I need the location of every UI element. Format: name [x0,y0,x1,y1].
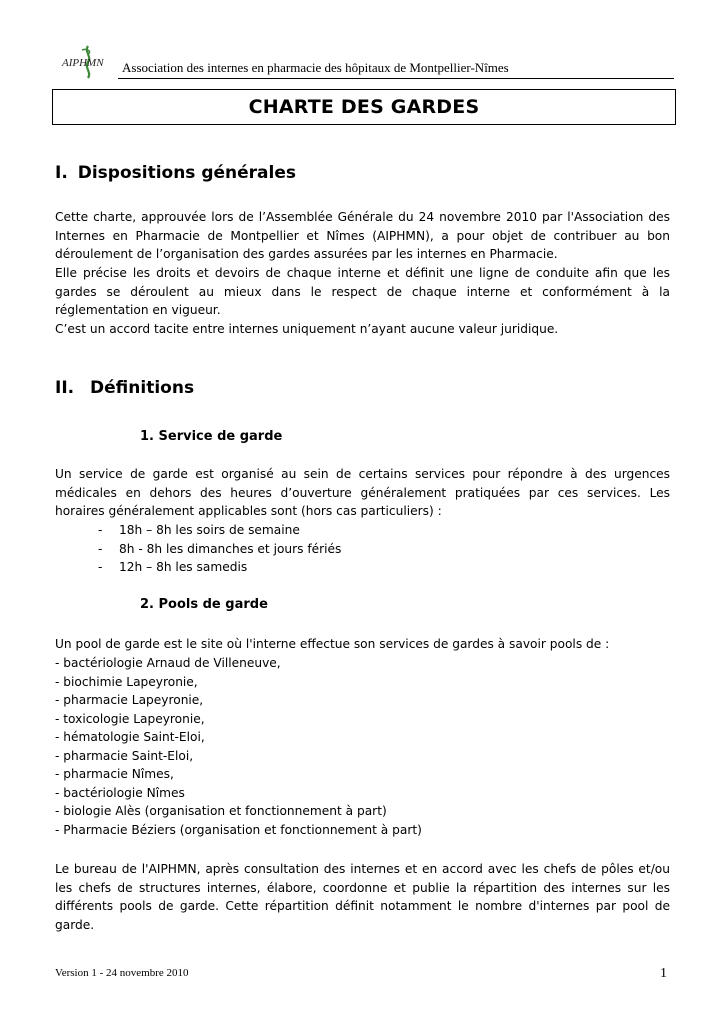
list-item: - hématologie Saint-Eloi, [55,730,205,744]
schedule-list [98,521,341,577]
section-1-title: Dispositions générales [77,163,297,183]
section-2-heading [55,378,194,398]
pools-list [55,654,422,839]
list-item: - pharmacie Saint-Eloi, [55,748,194,763]
document-title-box [52,89,676,125]
document-title: CHARTE DES GARDES [248,96,480,118]
list-item: - bactériologie Arnaud de Villeneuve, [55,656,281,670]
association-name: Association des internes en pharmacie des hôpitaux de Montpellier-Nîmes [122,60,509,75]
pools-intro: Un pool de garde est le site où l'interne effectue son services de gardes à savoir pools de : [55,637,610,651]
svg-text:AIPHMN: AIPHMN [62,57,104,69]
section-2-title: Définitions [90,378,195,398]
subsection-service-de-garde-heading: 1. Service de garde [140,429,283,444]
list-item: - toxicologie Lapeyronie, [55,711,205,726]
list-item: - 18h – 8h les soirs de semaine [98,523,300,537]
header-divider [118,78,674,79]
section-2-number: II. [55,378,75,398]
section-1-number: I. [55,163,68,183]
list-item: - pharmacie Nîmes, [55,767,174,781]
section-1-paragraph-1: Cette charte, approuvée lors de l’Assemblée Générale du 24 novembre 2010 par l'Association des Internes en Pharmacie de Montpellier et Nîmes (AIPHMN), a pour objet de contribuer au bon déroulement de l’organisation des gardes assurées par les internes en Pharmacie. [55,210,670,261]
list-item: - biologie Alès (organisation et fonctionnement à part) [55,804,387,818]
section-1-paragraph-3: C’est un accord tacite entre internes uniquement n’ayant aucune valeur juridique. [55,322,559,336]
page-number: 1 [660,966,667,981]
service-de-garde-paragraph: Un service de garde est organisé au sein de certains services pour répondre à des urgences médicales en dehors des heures d’ouverture généralement pratiquées par ces services. Les horaires généralement applicables sont (hors cas particuliers) : [55,467,670,518]
pools-closing-paragraph: Le bureau de l'AIPHMN, après consultation des internes et en accord avec les chefs de pôles et/ou les chefs de structures internes, élabore, coordonne et publie la répartition des internes sur les différents pools de garde. Cette répartition définit notamment le nombre d'internes par pool de garde. [55,862,670,932]
list-item: - biochimie Lapeyronie, [55,674,198,689]
aiphmn-logo [58,44,116,80]
footer-version: Version 1 - 24 novembre 2010 [55,967,189,979]
section-1-heading [55,163,296,183]
list-item: - pharmacie Lapeyronie, [55,693,204,707]
list-item: - Pharmacie Béziers (organisation et fonctionnement à part) [55,822,422,837]
section-1-paragraph-2: Elle précise les droits et devoirs de chaque interne et définit une ligne de conduite afin que les gardes se déroulent au mieux dans le respect de chaque interne et conformément à la réglementation en vigueur. [55,266,670,317]
subsection-pools-de-garde-heading: 2. Pools de garde [140,597,268,612]
list-item: - bactériologie Nîmes [55,785,185,800]
list-item: - 12h – 8h les samedis [98,560,248,574]
list-item: - 8h - 8h les dimanches et jours fériés [98,541,342,556]
